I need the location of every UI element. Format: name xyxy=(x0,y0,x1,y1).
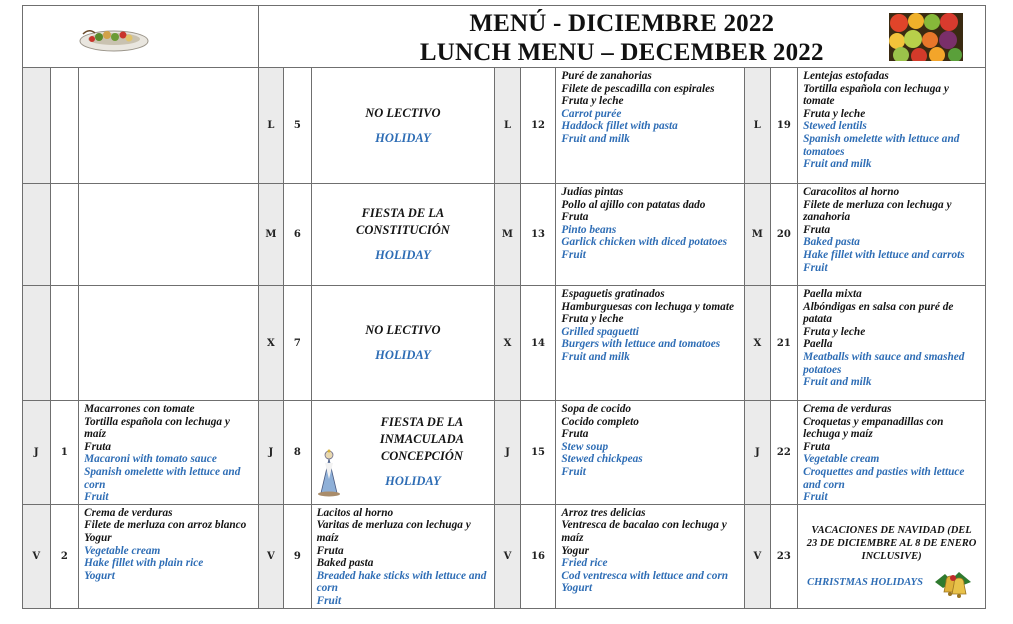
menu-cell xyxy=(556,401,745,505)
day-letter: X xyxy=(745,286,770,401)
holiday-name: NO LECTIVO xyxy=(365,323,441,337)
dish-es: Baked pasta xyxy=(316,557,374,570)
dish-en: Grilled spaguetti xyxy=(561,325,639,338)
dish-en: Cod ventresca with lettuce and corn xyxy=(561,569,729,582)
dish-en: Garlick chicken with diced potatoes xyxy=(561,236,728,249)
dish-es: Tortilla española con lechuga y tomate xyxy=(803,82,949,108)
dish-en: Hake fillet with plain rice xyxy=(84,557,204,570)
dish-es: Fruta xyxy=(561,428,589,441)
dish-es: Fruta y leche xyxy=(561,95,624,108)
dish-en: Fruit and milk xyxy=(561,132,630,145)
dish-es: Fruta y leche xyxy=(803,107,866,120)
day-letter xyxy=(23,68,51,184)
dish-es: Paella xyxy=(803,338,833,351)
week-row-3 xyxy=(23,286,986,401)
dish-es: Fruta xyxy=(84,440,112,453)
dish-es: Fruta xyxy=(316,544,344,557)
day-letter: M xyxy=(745,184,770,286)
dish-en: Stewed chickpeas xyxy=(561,453,643,466)
day-number: 13 xyxy=(520,184,556,286)
holiday-label: HOLIDAY xyxy=(385,474,441,489)
dish-en: Fruit xyxy=(84,491,109,504)
holiday-label: HOLIDAY xyxy=(375,130,431,145)
dish-es: Crema de verduras xyxy=(84,506,173,519)
title-english: LUNCH MENU – DECEMBER 2022 xyxy=(419,39,824,66)
dish-en: Fruit and milk xyxy=(803,376,872,389)
dish-en: Fruit xyxy=(316,594,342,607)
holiday-name: NO LECTIVO xyxy=(365,105,441,120)
dish-es: Fruta y leche xyxy=(803,325,866,338)
day-number: 7 xyxy=(284,286,312,401)
week-row-2 xyxy=(23,184,986,286)
fruit-assortment-icon xyxy=(889,13,963,61)
dish-en: Spanish omelette with lettuce and tomatoes xyxy=(803,132,960,158)
dish-en: Vegetable cream xyxy=(84,544,161,557)
dish-es: Fruta xyxy=(803,440,831,453)
day-letter: J xyxy=(23,401,51,505)
day-number: 22 xyxy=(770,401,798,505)
week-row-5 xyxy=(23,504,986,608)
dish-es: Pollo al ajillo con patatas dado xyxy=(561,198,706,211)
menu-cell xyxy=(798,286,986,401)
menu-cell xyxy=(311,504,495,608)
menu-cell xyxy=(79,401,259,505)
day-number xyxy=(50,68,79,184)
menu-cell xyxy=(798,184,986,286)
dish-en: Stew soup xyxy=(561,440,609,453)
dish-en: Fruit xyxy=(561,465,586,478)
day-letter: J xyxy=(745,401,770,505)
week-row-1 xyxy=(23,68,986,184)
dish-en: Yogurt xyxy=(84,569,115,582)
dish-es: Macarrones con tomate xyxy=(84,403,195,415)
day-number: 5 xyxy=(284,68,312,184)
dish-en: Vegetable cream xyxy=(803,453,880,466)
dish-en: Meatballs with sauce and smashed potatoes xyxy=(803,350,965,376)
holiday-cell xyxy=(311,68,495,184)
menu-cell xyxy=(556,504,745,608)
menu-sheet xyxy=(22,5,986,606)
dish-es: Filete de pescadilla con espirales xyxy=(561,82,715,95)
dish-es: Sopa de cocido xyxy=(561,403,632,415)
day-letter: V xyxy=(495,504,520,608)
day-letter: V xyxy=(258,504,283,608)
dish-en: Spanish omelette with lettuce and corn xyxy=(84,465,241,491)
day-number: 9 xyxy=(284,504,312,608)
dish-es: Fruta y leche xyxy=(561,313,624,326)
holiday-cell xyxy=(311,286,495,401)
dish-es: Espaguetis gratinados xyxy=(561,288,665,300)
dish-en: Fruit xyxy=(803,491,828,504)
dish-en: Fried rice xyxy=(561,557,608,570)
day-number xyxy=(50,286,79,401)
header-logo-cell xyxy=(23,6,259,68)
day-letter: V xyxy=(23,504,51,608)
day-letter: M xyxy=(258,184,283,286)
dish-en: Fruit xyxy=(803,261,828,274)
header-row xyxy=(23,6,986,68)
dish-es: Paella mixta xyxy=(803,288,862,300)
holiday-cell xyxy=(311,401,495,505)
menu-cell-empty xyxy=(79,68,259,184)
vacation-notice: VACACIONES DE NAVIDAD (DEL 23 DE DICIEMBRE AL 8 DE ENERO INCLUSIVE) xyxy=(806,525,977,563)
day-number: 23 xyxy=(770,504,798,608)
day-letter: X xyxy=(258,286,283,401)
dish-es: Puré de zanahorias xyxy=(561,70,652,82)
dish-en: Yogurt xyxy=(561,582,593,595)
menu-cell xyxy=(798,68,986,184)
menu-cell-empty xyxy=(79,184,259,286)
dish-en: Fruit and milk xyxy=(803,158,872,171)
dish-en: Breaded hake sticks with lettuce and corn xyxy=(316,569,487,595)
dish-en: Haddock fillet with pasta xyxy=(561,120,678,133)
holiday-label: HOLIDAY xyxy=(375,348,431,362)
day-letter: J xyxy=(258,401,283,505)
day-letter: M xyxy=(495,184,520,286)
dish-es: Varitas de merluza con lechuga y maíz xyxy=(316,519,471,544)
day-letter: L xyxy=(745,68,770,184)
day-letter: L xyxy=(258,68,283,184)
menu-cell-empty xyxy=(79,286,259,401)
dish-es: Croquetas y empanadillas con lechuga y maíz xyxy=(803,415,944,441)
dish-es: Ventresca de bacalao con lechuga y maíz xyxy=(561,519,727,544)
dish-en: Stewed lentils xyxy=(803,120,867,133)
vacation-label: CHRISTMAS HOLIDAYS xyxy=(807,577,923,589)
dish-es: Yogur xyxy=(561,544,590,557)
dish-es: Hamburguesas con lechuga y tomate xyxy=(561,300,734,313)
dish-es: Arroz tres delicias xyxy=(561,506,646,519)
day-number: 6 xyxy=(284,184,312,286)
day-letter: V xyxy=(745,504,770,608)
menu-cell xyxy=(556,286,745,401)
holiday-name: FIESTA DE LA CONSTITUCIÓN xyxy=(356,206,450,237)
holiday-name: FIESTA DE LA INMACULADA CONCEPCIÓN xyxy=(379,415,464,464)
week-row-4 xyxy=(23,401,986,505)
dish-es: Lentejas estofadas xyxy=(803,70,889,82)
dish-es: Crema de verduras xyxy=(803,403,892,415)
day-number: 1 xyxy=(50,401,79,505)
dish-es: Lacitos al horno xyxy=(316,506,394,519)
day-number: 12 xyxy=(520,68,556,184)
day-letter: X xyxy=(495,286,520,401)
holiday-cell xyxy=(311,184,495,286)
dish-es: Yogur xyxy=(84,531,112,544)
dish-es: Albóndigas en salsa con puré de patata xyxy=(803,300,954,326)
dish-en: Carrot purée xyxy=(561,107,622,120)
menu-cell xyxy=(79,504,259,608)
day-number: 20 xyxy=(770,184,798,286)
day-number: 21 xyxy=(770,286,798,401)
dish-en: Pinto beans xyxy=(561,223,617,236)
vacation-cell xyxy=(798,504,986,608)
dish-en: Burgers with lettuce and tomatoes xyxy=(561,338,721,351)
menu-cell xyxy=(556,68,745,184)
dish-en: Fruit and milk xyxy=(561,350,630,363)
day-letter: J xyxy=(495,401,520,505)
dish-es: Tortilla española con lechuga y maíz xyxy=(84,415,230,441)
day-number xyxy=(50,184,79,286)
menu-cell xyxy=(798,401,986,505)
dish-es: Filete de merluza con lechuga y zanahoria xyxy=(803,198,952,224)
day-number: 15 xyxy=(520,401,556,505)
day-number: 16 xyxy=(520,504,556,608)
salad-plate-icon xyxy=(77,24,151,54)
day-letter xyxy=(23,286,51,401)
dish-es: Cocido completo xyxy=(561,415,639,428)
dish-en: Baked pasta xyxy=(803,236,860,249)
day-number: 14 xyxy=(520,286,556,401)
dish-es: Fruta xyxy=(561,211,589,224)
christmas-bells-icon xyxy=(931,568,975,602)
day-number: 8 xyxy=(284,401,312,505)
title-spanish: MENÚ - DICIEMBRE 2022 xyxy=(469,10,775,37)
holiday-label: HOLIDAY xyxy=(375,248,431,262)
menu-table xyxy=(22,5,986,609)
dish-en: Macaroni with tomato sauce xyxy=(84,453,217,466)
menu-cell xyxy=(556,184,745,286)
day-letter: L xyxy=(495,68,520,184)
dish-es: Judías pintas xyxy=(561,186,624,198)
header-title-cell xyxy=(258,6,985,68)
day-letter xyxy=(23,184,51,286)
dish-es: Caracolitos al horno xyxy=(803,186,900,198)
dish-en: Croquettes and pasties with lettuce and corn xyxy=(803,465,965,491)
day-number: 19 xyxy=(770,68,798,184)
dish-es: Filete de merluza con arroz blanco xyxy=(84,519,247,532)
dish-en: Fruit xyxy=(561,248,586,261)
dish-es: Fruta xyxy=(803,223,831,236)
dish-en: Hake fillet with lettuce and carrots xyxy=(803,248,965,261)
day-number: 2 xyxy=(50,504,79,608)
virgin-mary-icon xyxy=(314,449,344,497)
